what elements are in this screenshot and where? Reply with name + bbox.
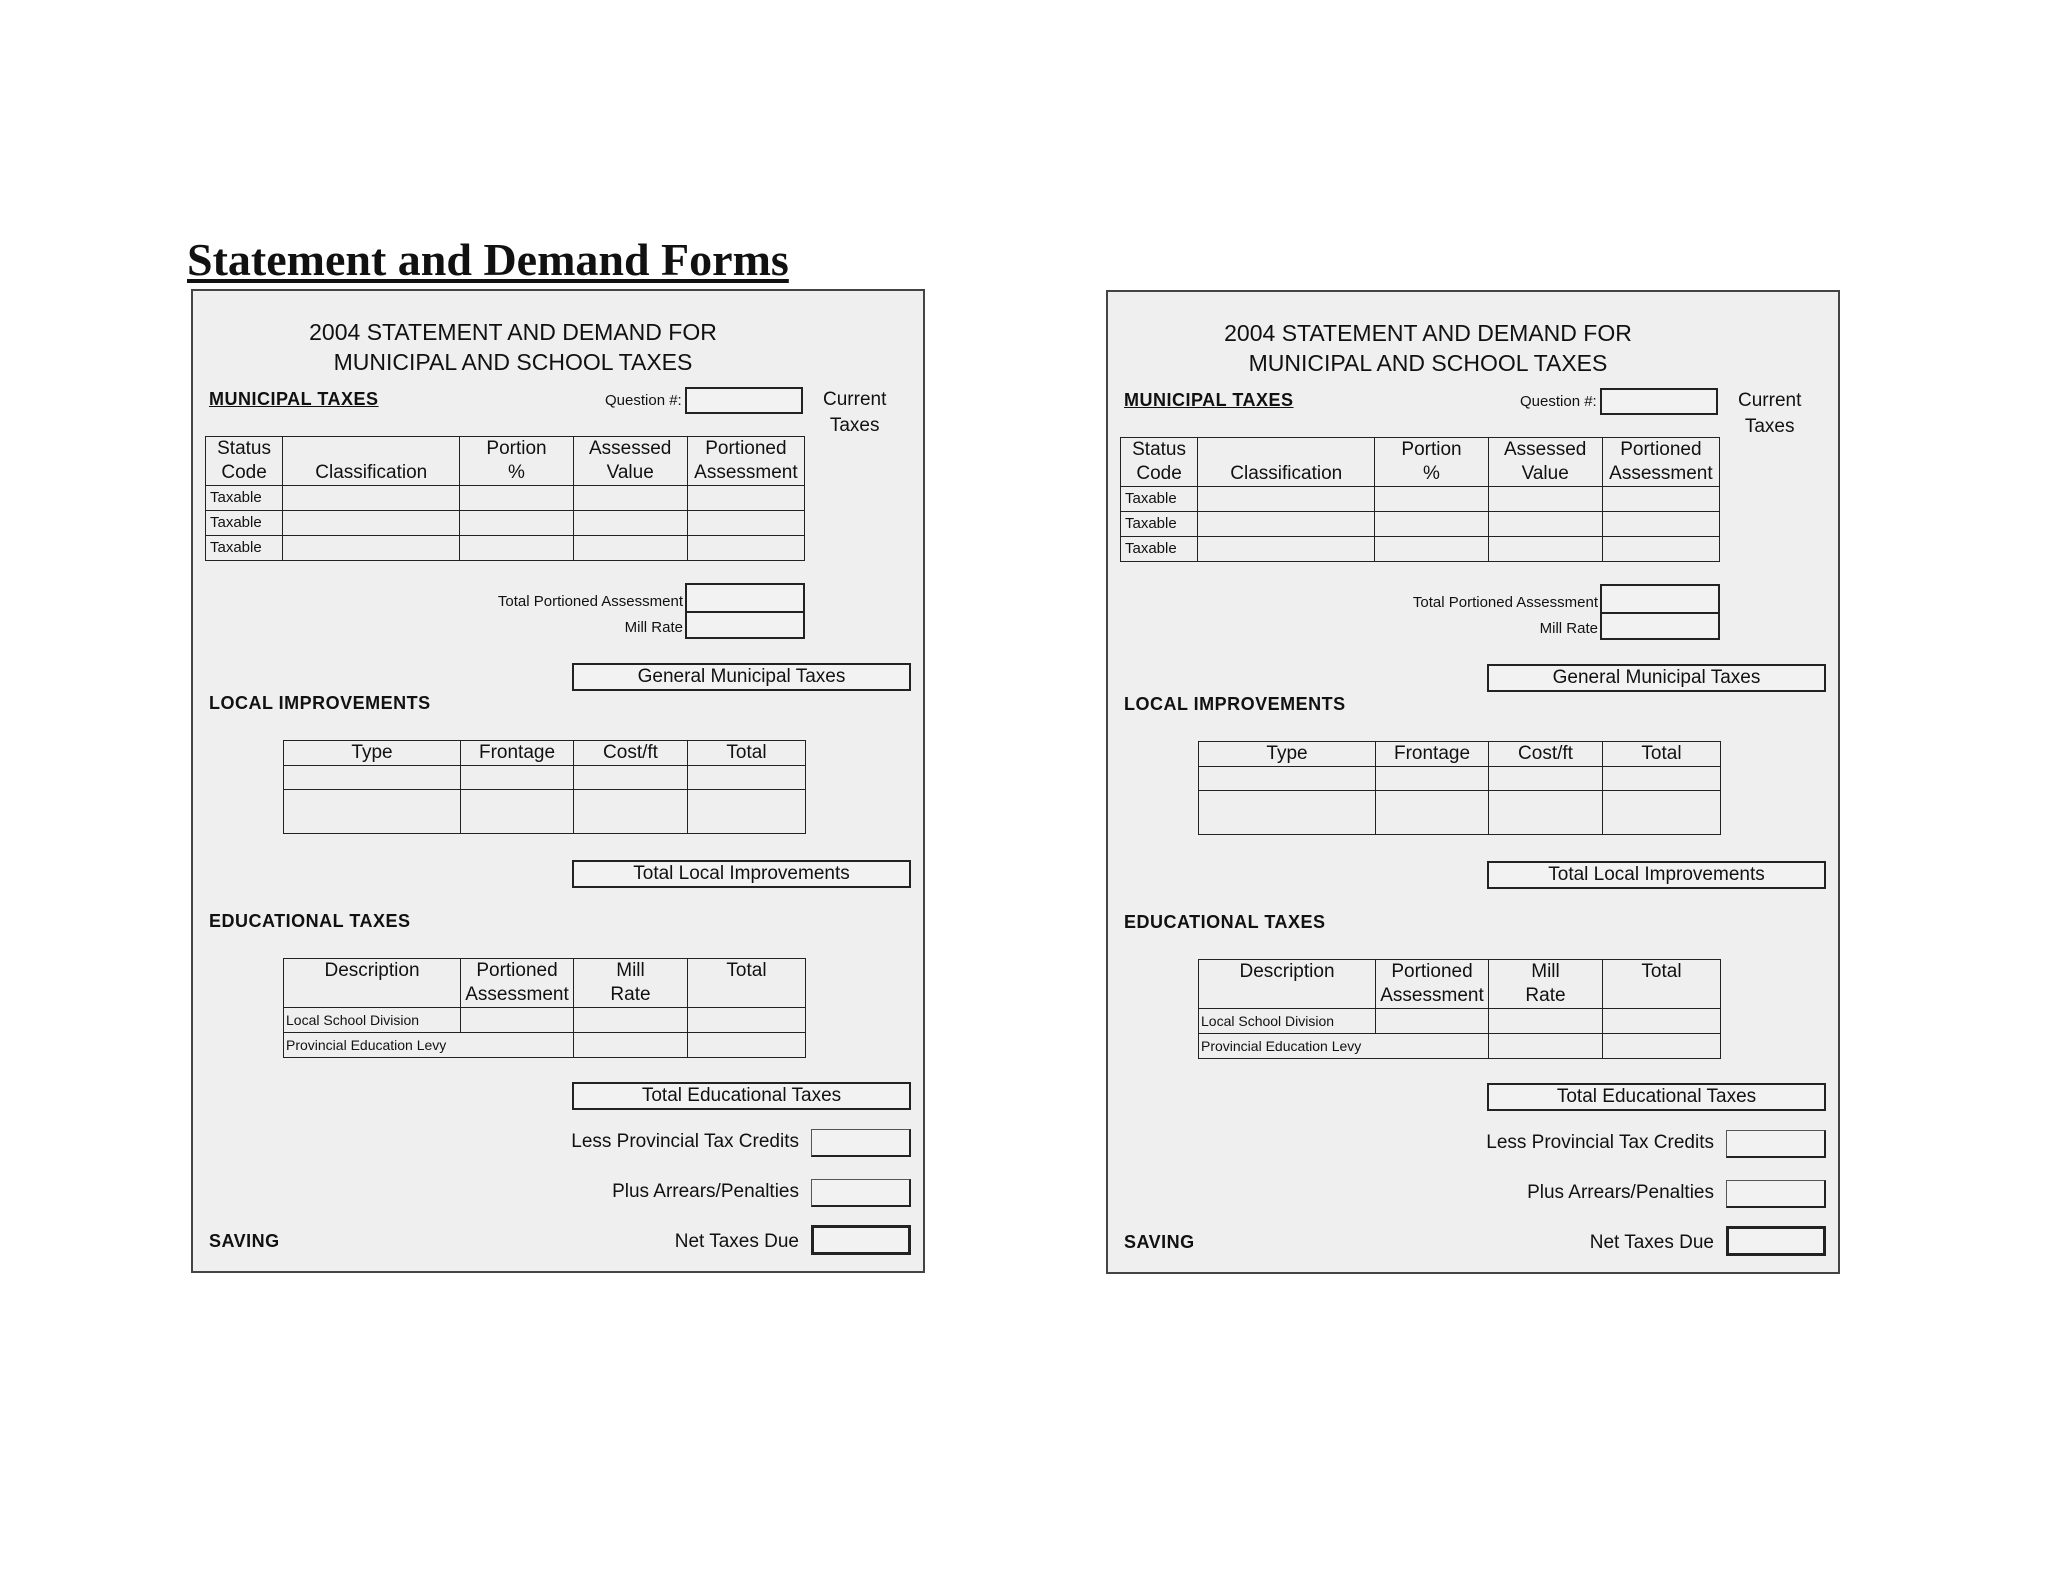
status-code-cell: Taxable (1121, 537, 1198, 562)
header-status-code: Status Code (206, 437, 283, 486)
total-portioned-assessment-label: Total Portioned Assessment (1412, 594, 1598, 611)
mill-rate-field[interactable] (1600, 612, 1720, 640)
header-portion: Portion % (1375, 438, 1488, 487)
municipal-taxes-table (1120, 437, 1720, 562)
total-portioned-assessment-field[interactable] (685, 583, 805, 613)
educational-taxes-heading: EDUCATIONAL TAXES (1124, 912, 1326, 932)
municipal-table-header (206, 437, 805, 486)
status-code-cell: Taxable (206, 511, 283, 536)
frontage-cell[interactable] (461, 766, 574, 790)
portion-cell[interactable] (1375, 512, 1488, 537)
edu-description-cell: Provincial Education Levy (1199, 1034, 1489, 1059)
assessed-value-cell[interactable] (1488, 537, 1602, 562)
classification-cell[interactable] (1198, 512, 1375, 537)
header-status-code: Status Code (1121, 438, 1198, 487)
plus-arrears-penalties-label: Plus Arrears/Penalties (612, 1181, 799, 1202)
classification-cell[interactable] (283, 486, 460, 511)
classification-cell[interactable] (283, 536, 460, 561)
edu-table-header (284, 959, 806, 1008)
total-educational-taxes-box[interactable]: Total Educational Taxes (1487, 1083, 1826, 1111)
portion-cell[interactable] (460, 536, 573, 561)
total-cell[interactable] (688, 1008, 806, 1033)
header-total: Total (1603, 960, 1721, 1009)
portion-cell[interactable] (460, 486, 573, 511)
frontage-cell[interactable] (1376, 767, 1489, 791)
portioned-assessment-cell[interactable] (687, 511, 804, 536)
header-classification: Classification (283, 437, 460, 486)
header-portioned-assessment: Portioned Assessment (1376, 960, 1489, 1009)
portion-cell[interactable] (1375, 487, 1488, 512)
portioned-assessment-cell[interactable] (1376, 1009, 1489, 1034)
net-taxes-due-field[interactable] (1726, 1226, 1826, 1256)
type-cell[interactable] (1199, 767, 1376, 791)
status-code-cell: Taxable (1121, 512, 1198, 537)
mill-rate-cell[interactable] (1489, 1009, 1603, 1034)
less-provincial-tax-credits-label: Less Provincial Tax Credits (1486, 1132, 1714, 1153)
total-cell[interactable] (1603, 767, 1721, 791)
total-portioned-assessment-label: Total Portioned Assessment (497, 593, 683, 610)
table-row (284, 1033, 806, 1058)
edu-description-cell: Local School Division (284, 1008, 461, 1033)
portioned-assessment-cell[interactable] (1602, 512, 1719, 537)
header-assessed-value: Assessed Value (1488, 438, 1602, 487)
cost-cell[interactable] (574, 766, 688, 790)
page-title: Statement and Demand Forms (187, 234, 789, 285)
cost-cell[interactable] (1489, 791, 1603, 835)
local-improvements-heading: LOCAL IMPROVEMENTS (209, 693, 431, 713)
header-description: Description (1199, 960, 1376, 1009)
plus-arrears-penalties-label: Plus Arrears/Penalties (1527, 1182, 1714, 1203)
classification-cell[interactable] (1198, 487, 1375, 512)
header-assessed-value: Assessed Value (573, 437, 687, 486)
status-code-cell: Taxable (206, 536, 283, 561)
local-improvements-table (1198, 741, 1721, 835)
table-row (206, 486, 805, 511)
mill-rate-label: Mill Rate (1539, 620, 1598, 637)
plus-arrears-penalties-field[interactable] (811, 1179, 911, 1207)
local-table-header (1199, 742, 1721, 767)
local-improvements-table (283, 740, 806, 834)
frontage-cell[interactable] (461, 790, 574, 834)
header-portioned-assessment: Portioned Assessment (1602, 438, 1719, 487)
general-municipal-taxes-box[interactable]: General Municipal Taxes (1487, 664, 1826, 692)
question-number-field[interactable] (685, 387, 803, 414)
question-label: Question #: (1520, 393, 1597, 410)
portion-cell[interactable] (460, 511, 573, 536)
less-provincial-tax-credits-field[interactable] (1726, 1130, 1826, 1158)
less-provincial-tax-credits-label: Less Provincial Tax Credits (571, 1131, 799, 1152)
total-cell[interactable] (688, 790, 806, 834)
portioned-assessment-cell[interactable] (1602, 537, 1719, 562)
municipal-taxes-table (205, 436, 805, 561)
municipal-taxes-heading: MUNICIPAL TAXES (209, 389, 379, 409)
educational-taxes-table (1198, 959, 1721, 1059)
header-portioned-assessment: Portioned Assessment (687, 437, 804, 486)
municipality-name: SAVING (209, 1231, 280, 1251)
table-row (1199, 791, 1721, 835)
edu-description-cell: Provincial Education Levy (284, 1033, 574, 1058)
mill-rate-field[interactable] (685, 611, 805, 639)
header-portioned-assessment: Portioned Assessment (461, 959, 574, 1008)
type-cell[interactable] (284, 790, 461, 834)
total-cell[interactable] (688, 766, 806, 790)
table-row (284, 766, 806, 790)
assessed-value-cell[interactable] (573, 486, 687, 511)
table-row (206, 536, 805, 561)
mill-rate-cell[interactable] (574, 1008, 688, 1033)
portion-cell[interactable] (1375, 537, 1488, 562)
educational-taxes-heading: EDUCATIONAL TAXES (209, 911, 411, 931)
question-number-field[interactable] (1600, 388, 1718, 415)
current-taxes-label: Current Taxes (823, 389, 887, 436)
less-provincial-tax-credits-field[interactable] (811, 1129, 911, 1157)
type-cell[interactable] (284, 766, 461, 790)
total-cell[interactable] (1603, 791, 1721, 835)
cost-cell[interactable] (1489, 767, 1603, 791)
table-row (1121, 487, 1720, 512)
assessed-value-cell[interactable] (573, 536, 687, 561)
status-code-cell: Taxable (206, 486, 283, 511)
statement-demand-form-right (1106, 290, 1840, 1274)
portioned-assessment-cell[interactable] (1602, 487, 1719, 512)
portioned-assessment-cell[interactable] (461, 1008, 574, 1033)
header-total: Total (688, 959, 806, 1008)
table-row (284, 790, 806, 834)
header-frontage: Frontage (1376, 742, 1489, 767)
assessed-value-cell[interactable] (573, 511, 687, 536)
header-mill-rate: Mill Rate (1489, 960, 1603, 1009)
current-taxes-label: Current Taxes (1738, 390, 1802, 437)
portioned-assessment-cell[interactable] (687, 536, 804, 561)
table-row (1199, 1009, 1721, 1034)
edu-table-header (1199, 960, 1721, 1009)
total-portioned-assessment-field[interactable] (1600, 584, 1720, 614)
form-title: 2004 STATEMENT AND DEMAND FOR MUNICIPAL AND SCHOOL TAXES (309, 319, 717, 375)
total-educational-taxes-box[interactable]: Total Educational Taxes (572, 1082, 911, 1110)
table-row (1199, 767, 1721, 791)
local-improvements-heading: LOCAL IMPROVEMENTS (1124, 694, 1346, 714)
header-total: Total (1603, 742, 1721, 767)
question-label: Question #: (605, 392, 682, 409)
local-table-header (284, 741, 806, 766)
net-taxes-due-label: Net Taxes Due (1589, 1232, 1714, 1253)
header-mill-rate: Mill Rate (574, 959, 688, 1008)
header-frontage: Frontage (461, 741, 574, 766)
header-description: Description (284, 959, 461, 1008)
portioned-assessment-cell[interactable] (687, 486, 804, 511)
classification-cell[interactable] (1198, 537, 1375, 562)
header-cost-per-ft: Cost/ft (574, 741, 688, 766)
plus-arrears-penalties-field[interactable] (1726, 1180, 1826, 1208)
municipal-table-header (1121, 438, 1720, 487)
educational-taxes-table (283, 958, 806, 1058)
cost-cell[interactable] (574, 790, 688, 834)
total-local-improvements-box[interactable]: Total Local Improvements (572, 860, 911, 888)
total-cell[interactable] (1603, 1034, 1721, 1059)
type-cell[interactable] (1199, 791, 1376, 835)
general-municipal-taxes-box[interactable]: General Municipal Taxes (572, 663, 911, 691)
header-total: Total (688, 741, 806, 766)
net-taxes-due-label: Net Taxes Due (674, 1231, 799, 1252)
mill-rate-label: Mill Rate (624, 619, 683, 636)
frontage-cell[interactable] (1376, 791, 1489, 835)
mill-rate-cell[interactable] (1489, 1034, 1603, 1059)
net-taxes-due-field[interactable] (811, 1225, 911, 1255)
status-code-cell: Taxable (1121, 487, 1198, 512)
header-cost-per-ft: Cost/ft (1489, 742, 1603, 767)
header-portion: Portion % (460, 437, 573, 486)
table-row (1199, 1034, 1721, 1059)
classification-cell[interactable] (283, 511, 460, 536)
table-row (1121, 537, 1720, 562)
total-cell[interactable] (1603, 1009, 1721, 1034)
form-title: 2004 STATEMENT AND DEMAND FOR MUNICIPAL AND SCHOOL TAXES (1224, 320, 1632, 376)
assessed-value-cell[interactable] (1488, 512, 1602, 537)
header-classification: Classification (1198, 438, 1375, 487)
table-row (206, 511, 805, 536)
assessed-value-cell[interactable] (1488, 487, 1602, 512)
table-row (1121, 512, 1720, 537)
total-local-improvements-box[interactable]: Total Local Improvements (1487, 861, 1826, 889)
table-row (284, 1008, 806, 1033)
municipal-taxes-heading: MUNICIPAL TAXES (1124, 390, 1294, 410)
header-type: Type (284, 741, 461, 766)
municipality-name: SAVING (1124, 1232, 1195, 1252)
header-type: Type (1199, 742, 1376, 767)
total-cell[interactable] (688, 1033, 806, 1058)
mill-rate-cell[interactable] (574, 1033, 688, 1058)
edu-description-cell: Local School Division (1199, 1009, 1376, 1034)
statement-demand-form-left (191, 289, 925, 1273)
